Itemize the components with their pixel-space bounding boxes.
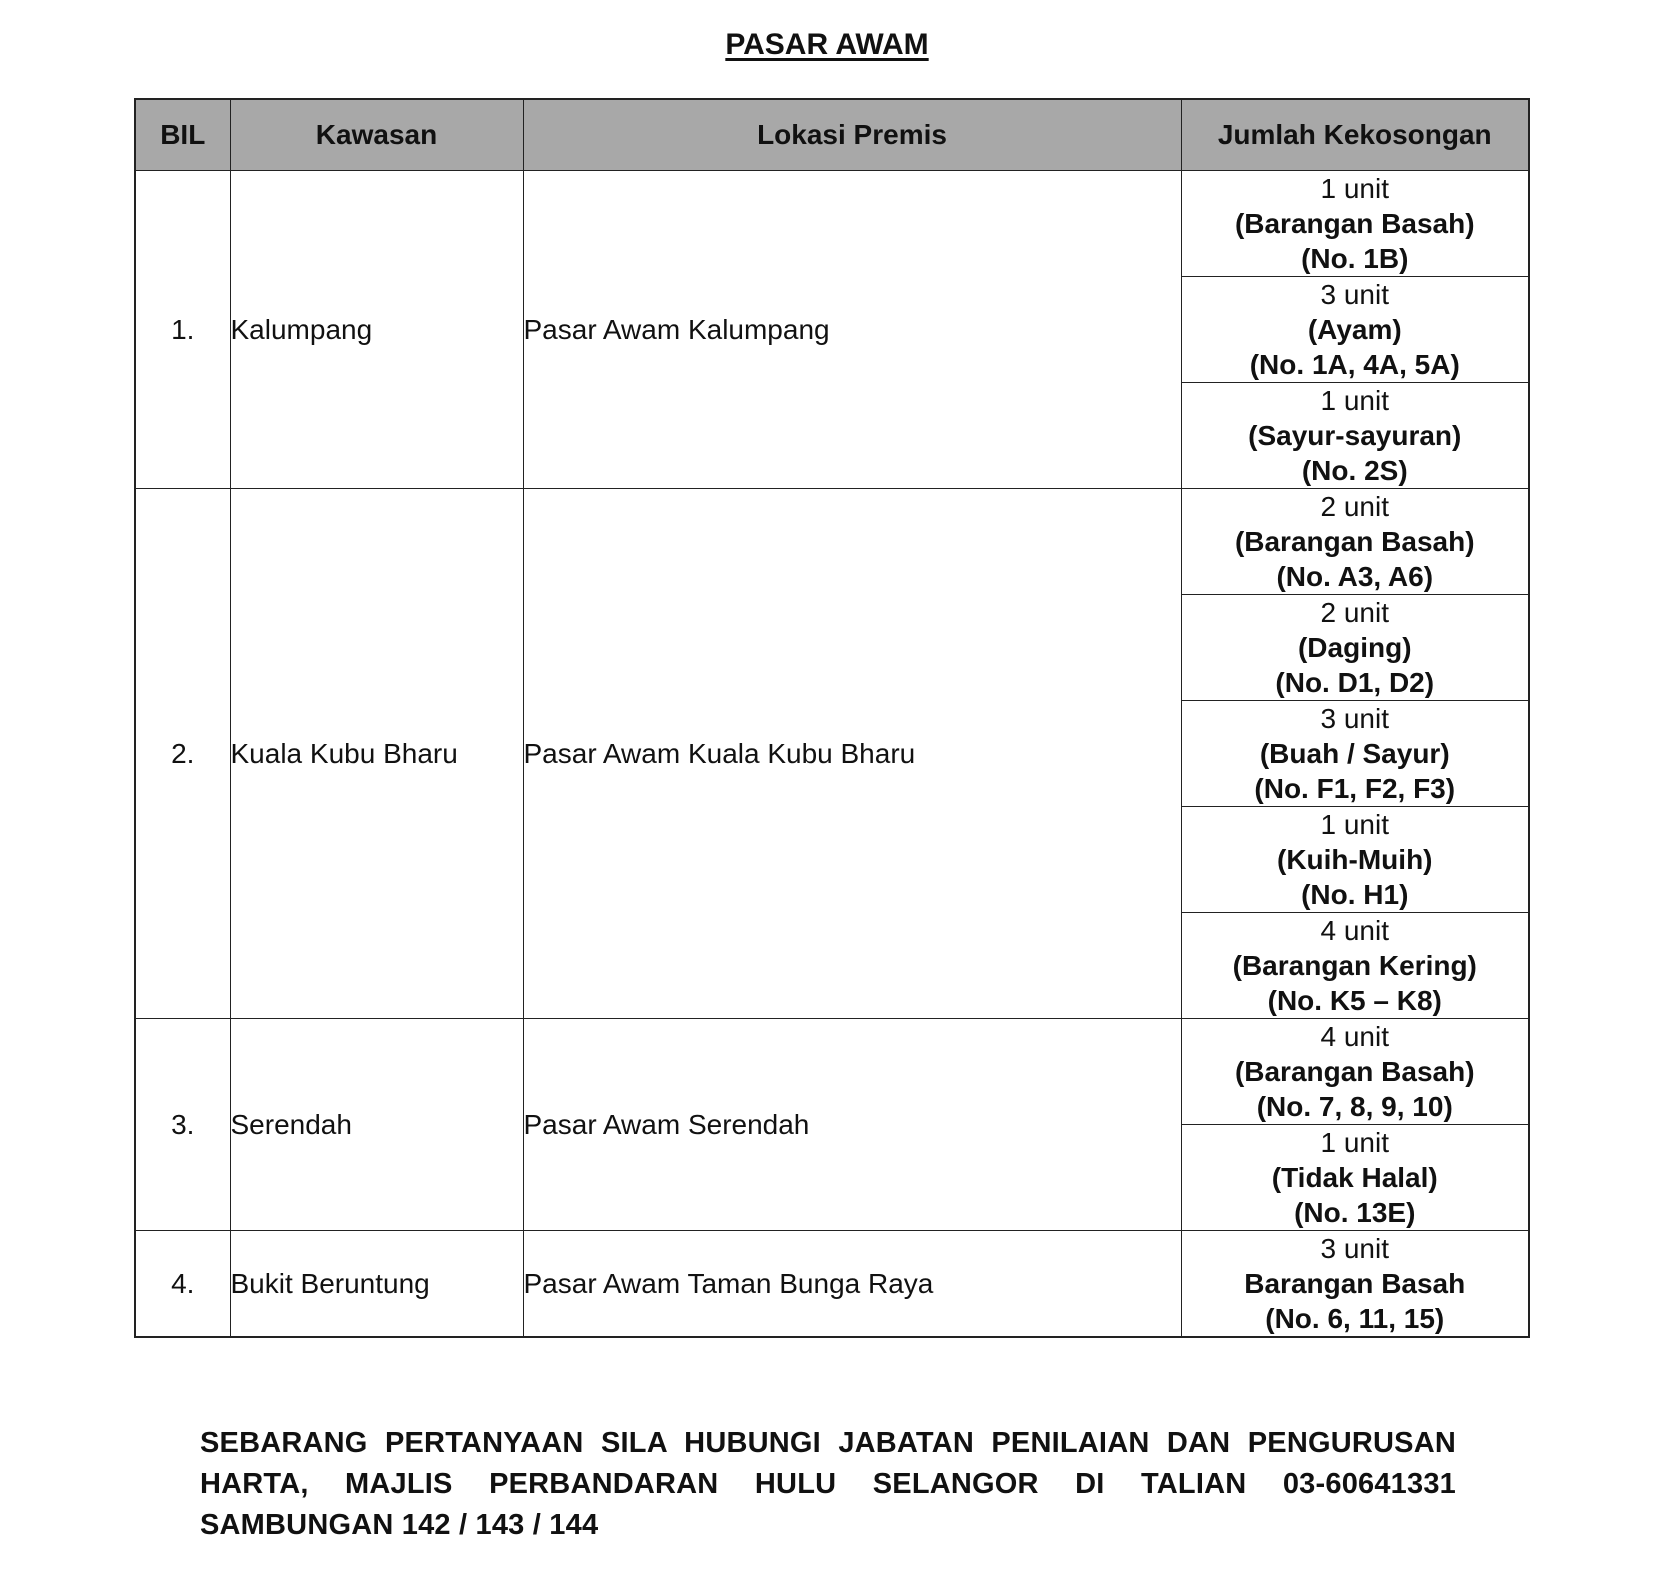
row-number: 1. xyxy=(135,171,230,489)
unit-count: 4 unit xyxy=(1320,915,1389,946)
unit-numbers: (No. K5 – K8) xyxy=(1267,985,1442,1016)
unit-count: 1 unit xyxy=(1320,1127,1389,1158)
row-number: 3. xyxy=(135,1019,230,1231)
unit-count: 2 unit xyxy=(1320,491,1389,522)
unit-numbers: (No. H1) xyxy=(1301,879,1409,910)
unit-type: Barangan Basah xyxy=(1244,1268,1466,1299)
vacancy-cell xyxy=(1181,1019,1529,1125)
unit-type: (Barangan Basah) xyxy=(1234,1056,1475,1087)
kawasan-cell: Serendah xyxy=(230,1019,523,1231)
table-row xyxy=(135,489,1529,595)
unit-count: 3 unit xyxy=(1320,1233,1389,1264)
unit-numbers: (No. D1, D2) xyxy=(1275,667,1435,698)
unit-count: 2 unit xyxy=(1320,597,1389,628)
unit-numbers: (No. 7, 8, 9, 10) xyxy=(1256,1091,1453,1122)
unit-count: 4 unit xyxy=(1320,1021,1389,1052)
vacancy-cell xyxy=(1181,1231,1529,1338)
unit-numbers: (No. 6, 11, 15) xyxy=(1265,1303,1445,1334)
footer-line-2: HARTA, MAJLIS PERBANDARAN HULU SELANGOR DI TALIAN 03-60641331 xyxy=(200,1468,1456,1500)
table-header-row xyxy=(135,99,1529,171)
unit-type: (Buah / Sayur) xyxy=(1259,738,1450,769)
unit-type: (Ayam) xyxy=(1307,314,1402,345)
table-row xyxy=(135,1231,1529,1338)
kawasan-cell: Bukit Beruntung xyxy=(230,1231,523,1338)
unit-count: 3 unit xyxy=(1320,703,1389,734)
header-bil: BIL xyxy=(135,99,230,171)
unit-numbers: (No. 1A, 4A, 5A) xyxy=(1249,349,1460,380)
unit-count: 3 unit xyxy=(1320,279,1389,310)
vacancy-cell xyxy=(1181,383,1529,489)
unit-type: (Daging) xyxy=(1297,632,1412,663)
lokasi-cell: Pasar Awam Kuala Kubu Bharu xyxy=(523,489,1181,1019)
footer-line-1: SEBARANG PERTANYAAN SILA HUBUNGI JABATAN PENILAIAN DAN PENGURUSAN xyxy=(200,1427,1456,1459)
vacancy-cell xyxy=(1181,1125,1529,1231)
header-lokasi: Lokasi Premis xyxy=(523,99,1181,171)
vacancy-cell xyxy=(1181,171,1529,277)
unit-type: (Tidak Halal) xyxy=(1271,1162,1438,1193)
unit-type: (Barangan Basah) xyxy=(1234,208,1475,239)
kawasan-cell: Kalumpang xyxy=(230,171,523,489)
unit-count: 1 unit xyxy=(1320,385,1389,416)
lokasi-cell: Pasar Awam Kalumpang xyxy=(523,171,1181,489)
contact-footer xyxy=(200,1423,1456,1546)
header-jumlah: Jumlah Kekosongan xyxy=(1181,99,1529,171)
vacancy-cell xyxy=(1181,807,1529,913)
vacancy-cell xyxy=(1181,489,1529,595)
unit-count: 1 unit xyxy=(1320,809,1389,840)
header-kawasan: Kawasan xyxy=(230,99,523,171)
unit-numbers: (No. 1B) xyxy=(1301,243,1409,274)
page-title: PASAR AWAM xyxy=(725,28,929,61)
footer-line-3: SAMBUNGAN 142 / 143 / 144 xyxy=(200,1509,599,1541)
vacancy-cell xyxy=(1181,913,1529,1019)
unit-numbers: (No. 13E) xyxy=(1294,1197,1416,1228)
unit-type: (Barangan Kering) xyxy=(1232,950,1477,981)
table-row xyxy=(135,1019,1529,1125)
unit-type: (Sayur-sayuran) xyxy=(1248,420,1462,451)
row-number: 2. xyxy=(135,489,230,1019)
unit-count: 1 unit xyxy=(1320,173,1389,204)
unit-type: (Barangan Basah) xyxy=(1234,526,1475,557)
row-number: 4. xyxy=(135,1231,230,1338)
table-row xyxy=(135,171,1529,277)
vacancy-table xyxy=(134,98,1530,1338)
unit-numbers: (No. 2S) xyxy=(1301,455,1408,486)
unit-numbers: (No. A3, A6) xyxy=(1276,561,1434,592)
lokasi-cell: Pasar Awam Serendah xyxy=(523,1019,1181,1231)
kawasan-cell: Kuala Kubu Bharu xyxy=(230,489,523,1019)
vacancy-cell xyxy=(1181,595,1529,701)
vacancy-cell xyxy=(1181,701,1529,807)
unit-numbers: (No. F1, F2, F3) xyxy=(1254,773,1456,804)
vacancy-cell xyxy=(1181,277,1529,383)
unit-type: (Kuih-Muih) xyxy=(1277,844,1433,875)
lokasi-cell: Pasar Awam Taman Bunga Raya xyxy=(523,1231,1181,1338)
